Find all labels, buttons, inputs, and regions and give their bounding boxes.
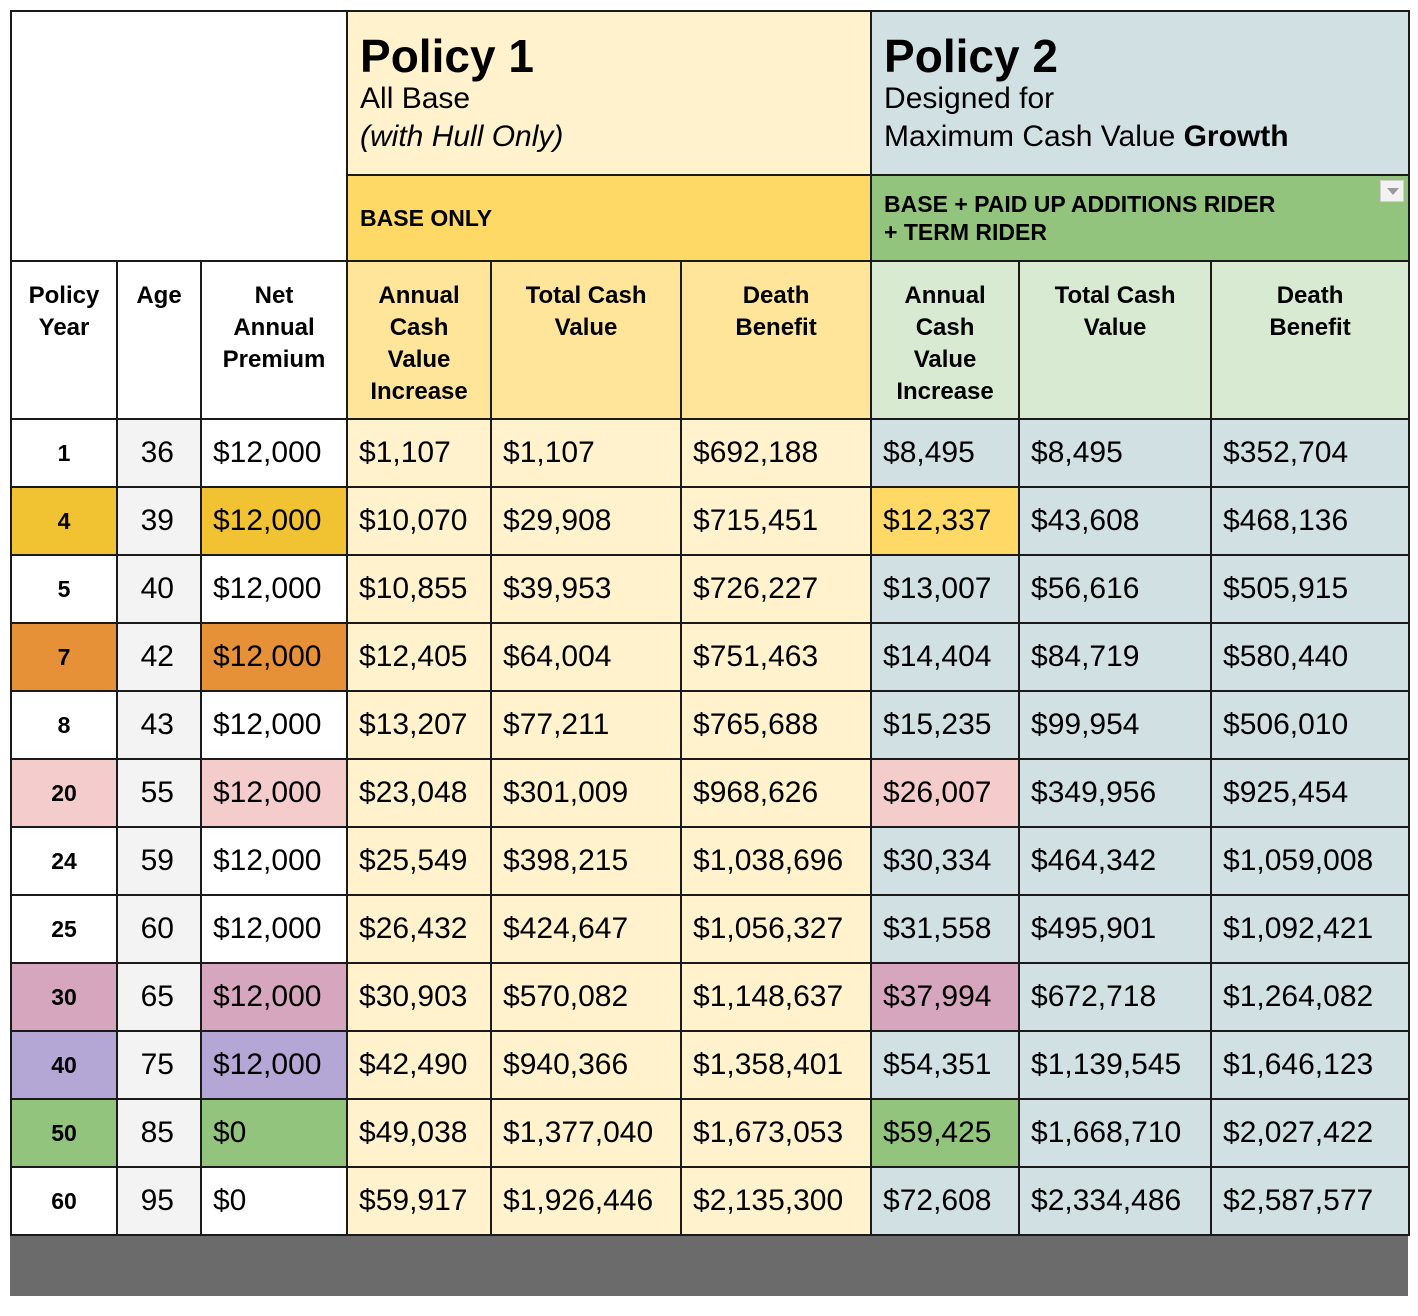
cell-age[interactable]: 75 — [117, 1031, 201, 1099]
cell-age[interactable]: 39 — [117, 487, 201, 555]
cell-p2-annual-increase[interactable]: $26,007 — [871, 759, 1019, 827]
cell-p2-death-benefit[interactable]: $1,646,123 — [1211, 1031, 1409, 1099]
cell-p2-death-benefit[interactable]: $1,092,421 — [1211, 895, 1409, 963]
cell-net-annual-premium[interactable]: $0 — [201, 1167, 347, 1235]
col-header-p2-death-benefit-line: Death — [1276, 282, 1344, 309]
cell-policy-year[interactable]: 24 — [11, 827, 117, 895]
cell-p1-death-benefit[interactable]: $765,688 — [681, 691, 871, 759]
cell-p1-annual-increase[interactable]: $42,490 — [347, 1031, 491, 1099]
cell-net-annual-premium[interactable]: $12,000 — [201, 827, 347, 895]
cell-p2-death-benefit[interactable]: $1,264,082 — [1211, 963, 1409, 1031]
table-row — [11, 419, 1409, 487]
cell-age[interactable]: 95 — [117, 1167, 201, 1235]
col-header-policy-year[interactable] — [11, 261, 117, 419]
cell-p1-death-benefit[interactable]: $692,188 — [681, 419, 871, 487]
cell-p2-total-cash-value[interactable]: $84,719 — [1019, 623, 1211, 691]
policy1-band-label: BASE ONLY — [360, 205, 493, 231]
cell-net-annual-premium[interactable]: $12,000 — [201, 759, 347, 827]
cell-p2-total-cash-value[interactable]: $56,616 — [1019, 555, 1211, 623]
policy2-subtitle-2 — [884, 118, 1408, 156]
cell-net-annual-premium[interactable]: $12,000 — [201, 487, 347, 555]
cell-p2-total-cash-value[interactable]: $1,668,710 — [1019, 1099, 1211, 1167]
col-header-p1-death-benefit[interactable] — [681, 261, 871, 419]
cell-p1-annual-increase[interactable]: $30,903 — [347, 963, 491, 1031]
policy2-band-label-2: + TERM RIDER — [884, 219, 1047, 245]
col-header-net-annual-premium-line: Premium — [222, 346, 326, 373]
cell-p2-annual-increase[interactable]: $59,425 — [871, 1099, 1019, 1167]
cell-p2-death-benefit[interactable]: $506,010 — [1211, 691, 1409, 759]
table-row — [11, 1031, 1409, 1099]
col-header-p2-total-cash-value[interactable] — [1019, 261, 1211, 419]
cell-p2-death-benefit[interactable]: $1,059,008 — [1211, 827, 1409, 895]
col-header-p1-total-cash-value-line: Value — [554, 314, 618, 341]
cell-p1-annual-increase[interactable]: $26,432 — [347, 895, 491, 963]
cell-p2-annual-increase[interactable]: $37,994 — [871, 963, 1019, 1031]
col-header-p1-death-benefit-line: Benefit — [735, 314, 817, 341]
cell-p1-annual-increase[interactable]: $25,549 — [347, 827, 491, 895]
cell-p1-death-benefit[interactable]: $1,148,637 — [681, 963, 871, 1031]
cell-age[interactable]: 85 — [117, 1099, 201, 1167]
cell-p2-death-benefit[interactable]: $468,136 — [1211, 487, 1409, 555]
cell-net-annual-premium[interactable]: $0 — [201, 1099, 347, 1167]
cell-p1-total-cash-value[interactable]: $301,009 — [491, 759, 681, 827]
table-row — [11, 963, 1409, 1031]
cell-p2-total-cash-value[interactable]: $43,608 — [1019, 487, 1211, 555]
cell-p2-annual-increase[interactable]: $15,235 — [871, 691, 1019, 759]
cell-net-annual-premium[interactable]: $12,000 — [201, 963, 347, 1031]
table-row — [11, 1099, 1409, 1167]
cell-net-annual-premium[interactable]: $12,000 — [201, 419, 347, 487]
table-row — [11, 759, 1409, 827]
col-header-net-annual-premium-line: Net — [254, 282, 294, 309]
cell-p1-total-cash-value[interactable]: $39,953 — [491, 555, 681, 623]
cell-p1-death-benefit[interactable]: $1,673,053 — [681, 1099, 871, 1167]
policy1-subtitle-2: (with Hull Only) — [360, 120, 564, 153]
cell-policy-year[interactable]: 50 — [11, 1099, 117, 1167]
cell-policy-year[interactable]: 25 — [11, 895, 117, 963]
cell-p2-death-benefit[interactable]: $2,027,422 — [1211, 1099, 1409, 1167]
policy1-band[interactable] — [347, 175, 871, 261]
cell-net-annual-premium[interactable]: $12,000 — [201, 623, 347, 691]
cell-net-annual-premium[interactable]: $12,000 — [201, 555, 347, 623]
cell-policy-year[interactable]: 40 — [11, 1031, 117, 1099]
policy2-header[interactable] — [871, 11, 1409, 175]
col-header-p2-annual-cash-value-increase[interactable] — [871, 261, 1019, 419]
cell-policy-year[interactable]: 60 — [11, 1167, 117, 1235]
cell-p1-death-benefit[interactable]: $726,227 — [681, 555, 871, 623]
table-row — [11, 827, 1409, 895]
cell-p1-total-cash-value[interactable]: $940,366 — [491, 1031, 681, 1099]
cell-p1-annual-increase[interactable]: $10,855 — [347, 555, 491, 623]
cell-p2-total-cash-value[interactable]: $8,495 — [1019, 419, 1211, 487]
col-header-policy-year-line: Year — [38, 314, 90, 341]
cell-p2-annual-increase[interactable]: $14,404 — [871, 623, 1019, 691]
policy2-subtitle-1: Designed for — [884, 82, 1055, 115]
cell-p1-annual-increase[interactable]: $59,917 — [347, 1167, 491, 1235]
cell-p1-total-cash-value[interactable]: $64,004 — [491, 623, 681, 691]
policy1-header[interactable] — [347, 11, 871, 175]
cell-p1-death-benefit[interactable]: $1,056,327 — [681, 895, 871, 963]
col-header-p1-annual-cash-value-increase-line: Value — [387, 346, 451, 373]
policy2-subtitle-2-prefix: Maximum Cash Value — [884, 120, 1184, 153]
col-header-p2-annual-cash-value-increase-line: Cash — [915, 314, 975, 341]
policy2-band[interactable] — [871, 175, 1409, 261]
col-header-p1-annual-cash-value-increase[interactable] — [347, 261, 491, 419]
col-header-p2-death-benefit-line: Benefit — [1269, 314, 1351, 341]
cell-p2-death-benefit[interactable]: $505,915 — [1211, 555, 1409, 623]
col-header-p1-total-cash-value[interactable] — [491, 261, 681, 419]
policy2-band-label-1: BASE + PAID UP ADDITIONS RIDER — [884, 191, 1276, 217]
cell-policy-year[interactable]: 5 — [11, 555, 117, 623]
cell-p1-total-cash-value[interactable]: $1,377,040 — [491, 1099, 681, 1167]
col-header-p1-annual-cash-value-increase-line: Cash — [389, 314, 449, 341]
cell-policy-year[interactable]: 30 — [11, 963, 117, 1031]
cell-p2-total-cash-value[interactable]: $1,139,545 — [1019, 1031, 1211, 1099]
cell-p2-annual-increase[interactable]: $54,351 — [871, 1031, 1019, 1099]
cell-p2-death-benefit[interactable]: $925,454 — [1211, 759, 1409, 827]
cell-p1-annual-increase[interactable]: $13,207 — [347, 691, 491, 759]
cell-policy-year[interactable]: 20 — [11, 759, 117, 827]
col-header-net-annual-premium[interactable] — [201, 261, 347, 419]
cell-age[interactable]: 43 — [117, 691, 201, 759]
cell-p1-annual-increase[interactable]: $49,038 — [347, 1099, 491, 1167]
table-row — [11, 623, 1409, 691]
col-header-p1-annual-cash-value-increase-line: Annual — [378, 282, 460, 309]
cell-age[interactable]: 42 — [117, 623, 201, 691]
col-header-p2-death-benefit[interactable] — [1211, 261, 1409, 419]
cell-p1-total-cash-value[interactable]: $424,647 — [491, 895, 681, 963]
dropdown-arrow-icon[interactable] — [1380, 180, 1404, 202]
cell-p1-annual-increase[interactable]: $1,107 — [347, 419, 491, 487]
cell-p1-death-benefit[interactable]: $715,451 — [681, 487, 871, 555]
col-header-p1-total-cash-value-line: Total Cash — [525, 282, 647, 309]
policy2-title: Policy 2 — [884, 30, 1058, 82]
cell-p1-death-benefit[interactable]: $1,038,696 — [681, 827, 871, 895]
cell-p2-total-cash-value[interactable]: $349,956 — [1019, 759, 1211, 827]
cell-p2-death-benefit[interactable]: $580,440 — [1211, 623, 1409, 691]
col-header-age-line: Age — [136, 282, 182, 309]
table-row — [11, 691, 1409, 759]
col-header-net-annual-premium-line: Annual — [233, 314, 315, 341]
cell-p1-death-benefit[interactable]: $968,626 — [681, 759, 871, 827]
table-row — [11, 555, 1409, 623]
cell-p2-annual-increase[interactable]: $12,337 — [871, 487, 1019, 555]
cell-age[interactable]: 40 — [117, 555, 201, 623]
col-header-policy-year-line: Policy — [28, 282, 100, 309]
cell-p1-death-benefit[interactable]: $751,463 — [681, 623, 871, 691]
cell-p2-total-cash-value[interactable]: $495,901 — [1019, 895, 1211, 963]
cell-p1-total-cash-value[interactable]: $1,926,446 — [491, 1167, 681, 1235]
col-header-p2-annual-cash-value-increase-line: Increase — [896, 378, 994, 405]
cell-policy-year[interactable]: 1 — [11, 419, 117, 487]
col-header-p2-total-cash-value-line: Value — [1083, 314, 1147, 341]
col-header-p2-total-cash-value-line: Total Cash — [1054, 282, 1176, 309]
col-header-p1-annual-cash-value-increase-line: Increase — [370, 378, 468, 405]
cell-p1-total-cash-value[interactable]: $1,107 — [491, 419, 681, 487]
policy1-subtitle-1: All Base — [360, 82, 471, 115]
cell-p2-death-benefit[interactable]: $2,587,577 — [1211, 1167, 1409, 1235]
cell-age[interactable]: 36 — [117, 419, 201, 487]
policy1-title: Policy 1 — [360, 30, 534, 82]
cell-net-annual-premium[interactable]: $12,000 — [201, 895, 347, 963]
cell-p1-annual-increase[interactable]: $12,405 — [347, 623, 491, 691]
col-header-p2-annual-cash-value-increase-line: Annual — [904, 282, 986, 309]
cell-p1-death-benefit[interactable]: $2,135,300 — [681, 1167, 871, 1235]
cell-age[interactable]: 59 — [117, 827, 201, 895]
cell-p2-annual-increase[interactable]: $31,558 — [871, 895, 1019, 963]
policy-comparison-sheet — [10, 10, 1408, 1296]
cell-p2-annual-increase[interactable]: $13,007 — [871, 555, 1019, 623]
cell-p2-annual-increase[interactable]: $72,608 — [871, 1167, 1019, 1235]
cell-p2-annual-increase[interactable]: $8,495 — [871, 419, 1019, 487]
cell-net-annual-premium[interactable]: $12,000 — [201, 691, 347, 759]
table-row — [11, 1167, 1409, 1235]
col-header-p1-death-benefit-line: Death — [742, 282, 810, 309]
cell-policy-year[interactable]: 7 — [11, 623, 117, 691]
cell-p2-total-cash-value[interactable]: $2,334,486 — [1019, 1167, 1211, 1235]
col-header-age[interactable] — [117, 261, 201, 419]
cell-p1-total-cash-value[interactable]: $77,211 — [491, 691, 681, 759]
cell-p2-death-benefit[interactable]: $352,704 — [1211, 419, 1409, 487]
cell-age[interactable]: 55 — [117, 759, 201, 827]
cell-p1-total-cash-value[interactable]: $570,082 — [491, 963, 681, 1031]
policy2-subtitle-2-bold: Growth — [1183, 120, 1289, 153]
col-header-p2-annual-cash-value-increase-line: Value — [913, 346, 977, 373]
cell-p1-annual-increase[interactable]: $23,048 — [347, 759, 491, 827]
cell-p1-annual-increase[interactable]: $10,070 — [347, 487, 491, 555]
cell-p2-total-cash-value[interactable]: $464,342 — [1019, 827, 1211, 895]
cell-p1-death-benefit[interactable]: $1,358,401 — [681, 1031, 871, 1099]
top-left-blank-cell[interactable] — [11, 11, 347, 261]
cell-p2-annual-increase[interactable]: $30,334 — [871, 827, 1019, 895]
cell-p2-total-cash-value[interactable]: $672,718 — [1019, 963, 1211, 1031]
cell-age[interactable]: 65 — [117, 963, 201, 1031]
cell-p2-total-cash-value[interactable]: $99,954 — [1019, 691, 1211, 759]
cell-p1-total-cash-value[interactable]: $29,908 — [491, 487, 681, 555]
table-row — [11, 487, 1409, 555]
policy-comparison-table — [10, 10, 1410, 1236]
cell-net-annual-premium[interactable]: $12,000 — [201, 1031, 347, 1099]
cell-p1-total-cash-value[interactable]: $398,215 — [491, 827, 681, 895]
cell-policy-year[interactable]: 8 — [11, 691, 117, 759]
cell-policy-year[interactable]: 4 — [11, 487, 117, 555]
table-row — [11, 895, 1409, 963]
cell-age[interactable]: 60 — [117, 895, 201, 963]
